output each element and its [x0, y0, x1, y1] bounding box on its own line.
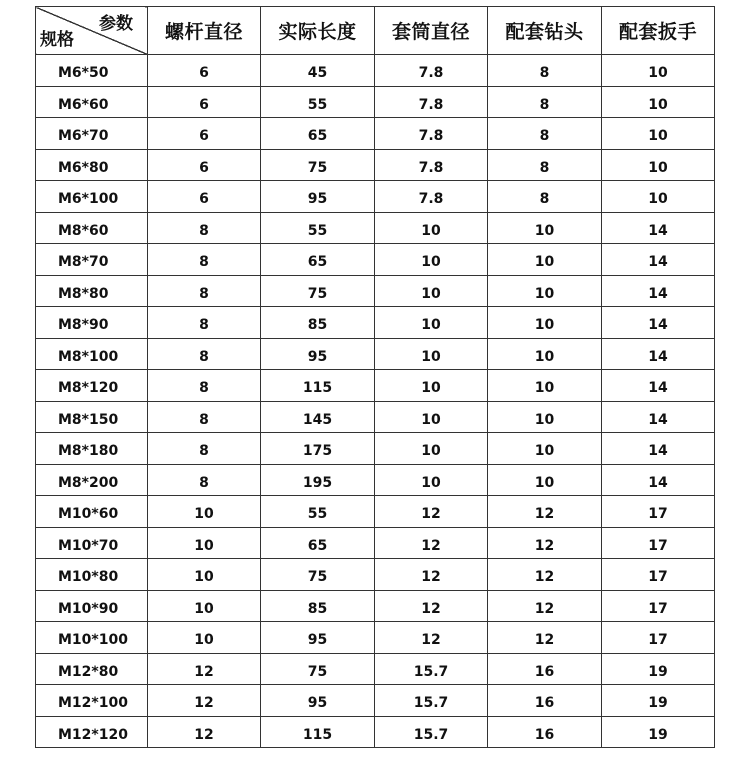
bolt-diameter-cell: 10 — [148, 496, 261, 528]
sleeve-diameter-cell: 10 — [375, 244, 488, 276]
spec-cell: M8*90 — [36, 307, 148, 339]
spec-cell: M12*80 — [36, 653, 148, 685]
header-matching-drill-bit: 配套钻头 — [488, 7, 602, 55]
table-row — [36, 464, 715, 496]
sleeve-diameter-cell: 12 — [375, 590, 488, 622]
drill-bit-cell: 10 — [488, 307, 602, 339]
table-row — [36, 401, 715, 433]
sleeve-diameter-cell: 15.7 — [375, 685, 488, 717]
spec-cell: M6*70 — [36, 118, 148, 150]
sleeve-diameter-cell: 10 — [375, 275, 488, 307]
table-row — [36, 496, 715, 528]
actual-length-cell: 145 — [261, 401, 375, 433]
spec-cell: M12*100 — [36, 685, 148, 717]
actual-length-cell: 115 — [261, 716, 375, 748]
spec-cell: M12*120 — [36, 716, 148, 748]
table-row — [36, 212, 715, 244]
bolt-diameter-cell: 8 — [148, 275, 261, 307]
bolt-diameter-cell: 12 — [148, 653, 261, 685]
table-row — [36, 118, 715, 150]
wrench-cell: 19 — [602, 685, 715, 717]
spec-cell: M8*150 — [36, 401, 148, 433]
bolt-diameter-cell: 6 — [148, 55, 261, 87]
actual-length-cell: 175 — [261, 433, 375, 465]
drill-bit-cell: 10 — [488, 464, 602, 496]
wrench-cell: 14 — [602, 401, 715, 433]
bolt-diameter-cell: 10 — [148, 527, 261, 559]
sleeve-diameter-cell: 10 — [375, 338, 488, 370]
actual-length-cell: 95 — [261, 338, 375, 370]
wrench-cell: 10 — [602, 118, 715, 150]
table-row — [36, 55, 715, 87]
sleeve-diameter-cell: 10 — [375, 433, 488, 465]
bolt-diameter-cell: 10 — [148, 559, 261, 591]
bolt-diameter-cell: 8 — [148, 464, 261, 496]
corner-header-cell — [36, 7, 148, 55]
sleeve-diameter-cell: 10 — [375, 401, 488, 433]
table-row — [36, 275, 715, 307]
header-bolt-diameter: 螺杆直径 — [148, 7, 261, 55]
wrench-cell: 17 — [602, 590, 715, 622]
bolt-diameter-cell: 6 — [148, 149, 261, 181]
actual-length-cell: 75 — [261, 275, 375, 307]
spec-cell: M8*60 — [36, 212, 148, 244]
bolt-diameter-cell: 12 — [148, 716, 261, 748]
sleeve-diameter-cell: 10 — [375, 370, 488, 402]
actual-length-cell: 95 — [261, 181, 375, 213]
spec-cell: M6*100 — [36, 181, 148, 213]
drill-bit-cell: 10 — [488, 338, 602, 370]
spec-cell: M6*80 — [36, 149, 148, 181]
drill-bit-cell: 10 — [488, 370, 602, 402]
spec-cell: M8*100 — [36, 338, 148, 370]
actual-length-cell: 65 — [261, 118, 375, 150]
drill-bit-cell: 12 — [488, 622, 602, 654]
bolt-diameter-cell: 8 — [148, 212, 261, 244]
sleeve-diameter-cell: 10 — [375, 464, 488, 496]
bolt-diameter-cell: 8 — [148, 401, 261, 433]
spec-cell: M10*60 — [36, 496, 148, 528]
actual-length-cell: 65 — [261, 244, 375, 276]
sleeve-diameter-cell: 12 — [375, 496, 488, 528]
actual-length-cell: 45 — [261, 55, 375, 87]
actual-length-cell: 85 — [261, 307, 375, 339]
table-row — [36, 685, 715, 717]
drill-bit-cell: 12 — [488, 496, 602, 528]
spec-cell: M8*180 — [36, 433, 148, 465]
sleeve-diameter-cell: 7.8 — [375, 181, 488, 213]
corner-label-specification: 规格 — [40, 30, 74, 50]
sleeve-diameter-cell: 12 — [375, 622, 488, 654]
wrench-cell: 19 — [602, 716, 715, 748]
sleeve-diameter-cell: 7.8 — [375, 86, 488, 118]
sleeve-diameter-cell: 10 — [375, 212, 488, 244]
drill-bit-cell: 10 — [488, 244, 602, 276]
spec-cell: M10*80 — [36, 559, 148, 591]
actual-length-cell: 65 — [261, 527, 375, 559]
sleeve-diameter-cell: 7.8 — [375, 118, 488, 150]
wrench-cell: 14 — [602, 212, 715, 244]
sleeve-diameter-cell: 15.7 — [375, 716, 488, 748]
drill-bit-cell: 8 — [488, 55, 602, 87]
bolt-diameter-cell: 8 — [148, 307, 261, 339]
bolt-diameter-cell: 10 — [148, 622, 261, 654]
actual-length-cell: 75 — [261, 149, 375, 181]
spec-cell: M6*50 — [36, 55, 148, 87]
spec-cell: M8*70 — [36, 244, 148, 276]
table-row — [36, 653, 715, 685]
wrench-cell: 19 — [602, 653, 715, 685]
wrench-cell: 17 — [602, 622, 715, 654]
wrench-cell: 10 — [602, 86, 715, 118]
drill-bit-cell: 16 — [488, 653, 602, 685]
table-body — [36, 55, 715, 748]
drill-bit-cell: 16 — [488, 716, 602, 748]
anchor-bolt-spec-table — [35, 6, 715, 748]
wrench-cell: 17 — [602, 527, 715, 559]
wrench-cell: 17 — [602, 496, 715, 528]
actual-length-cell: 55 — [261, 86, 375, 118]
sleeve-diameter-cell: 15.7 — [375, 653, 488, 685]
sleeve-diameter-cell: 7.8 — [375, 149, 488, 181]
table-row — [36, 370, 715, 402]
actual-length-cell: 95 — [261, 685, 375, 717]
spec-cell: M8*80 — [36, 275, 148, 307]
wrench-cell: 10 — [602, 55, 715, 87]
drill-bit-cell: 10 — [488, 275, 602, 307]
drill-bit-cell: 8 — [488, 118, 602, 150]
bolt-diameter-cell: 8 — [148, 433, 261, 465]
wrench-cell: 14 — [602, 433, 715, 465]
spec-cell: M10*100 — [36, 622, 148, 654]
bolt-diameter-cell: 8 — [148, 244, 261, 276]
header-row — [36, 7, 715, 55]
table-row — [36, 716, 715, 748]
drill-bit-cell: 10 — [488, 401, 602, 433]
table-row — [36, 590, 715, 622]
bolt-diameter-cell: 12 — [148, 685, 261, 717]
table-row — [36, 433, 715, 465]
wrench-cell: 17 — [602, 559, 715, 591]
header-actual-length: 实际长度 — [261, 7, 375, 55]
actual-length-cell: 75 — [261, 559, 375, 591]
drill-bit-cell: 12 — [488, 527, 602, 559]
wrench-cell: 14 — [602, 307, 715, 339]
table-row — [36, 338, 715, 370]
table-row — [36, 181, 715, 213]
actual-length-cell: 55 — [261, 212, 375, 244]
table-row — [36, 622, 715, 654]
table-row — [36, 559, 715, 591]
drill-bit-cell: 12 — [488, 559, 602, 591]
bolt-diameter-cell: 8 — [148, 370, 261, 402]
actual-length-cell: 75 — [261, 653, 375, 685]
sleeve-diameter-cell: 12 — [375, 527, 488, 559]
sleeve-diameter-cell: 10 — [375, 307, 488, 339]
spec-cell: M10*70 — [36, 527, 148, 559]
spec-cell: M10*90 — [36, 590, 148, 622]
wrench-cell: 14 — [602, 370, 715, 402]
drill-bit-cell: 16 — [488, 685, 602, 717]
drill-bit-cell: 10 — [488, 212, 602, 244]
header-matching-wrench: 配套扳手 — [602, 7, 715, 55]
actual-length-cell: 95 — [261, 622, 375, 654]
spec-cell: M8*200 — [36, 464, 148, 496]
actual-length-cell: 55 — [261, 496, 375, 528]
bolt-diameter-cell: 10 — [148, 590, 261, 622]
table-row — [36, 244, 715, 276]
bolt-diameter-cell: 6 — [148, 118, 261, 150]
corner-label-parameters: 参数 — [99, 14, 133, 34]
header-sleeve-diameter: 套筒直径 — [375, 7, 488, 55]
actual-length-cell: 85 — [261, 590, 375, 622]
sleeve-diameter-cell: 12 — [375, 559, 488, 591]
table-row — [36, 86, 715, 118]
actual-length-cell: 195 — [261, 464, 375, 496]
table-row — [36, 527, 715, 559]
drill-bit-cell: 8 — [488, 181, 602, 213]
wrench-cell: 14 — [602, 464, 715, 496]
wrench-cell: 10 — [602, 181, 715, 213]
drill-bit-cell: 8 — [488, 86, 602, 118]
actual-length-cell: 115 — [261, 370, 375, 402]
wrench-cell: 10 — [602, 149, 715, 181]
table-row — [36, 149, 715, 181]
bolt-diameter-cell: 8 — [148, 338, 261, 370]
wrench-cell: 14 — [602, 338, 715, 370]
bolt-diameter-cell: 6 — [148, 181, 261, 213]
drill-bit-cell: 8 — [488, 149, 602, 181]
sleeve-diameter-cell: 7.8 — [375, 55, 488, 87]
drill-bit-cell: 10 — [488, 433, 602, 465]
spec-cell: M6*60 — [36, 86, 148, 118]
drill-bit-cell: 12 — [488, 590, 602, 622]
spec-cell: M8*120 — [36, 370, 148, 402]
wrench-cell: 14 — [602, 244, 715, 276]
wrench-cell: 14 — [602, 275, 715, 307]
table-row — [36, 307, 715, 339]
bolt-diameter-cell: 6 — [148, 86, 261, 118]
